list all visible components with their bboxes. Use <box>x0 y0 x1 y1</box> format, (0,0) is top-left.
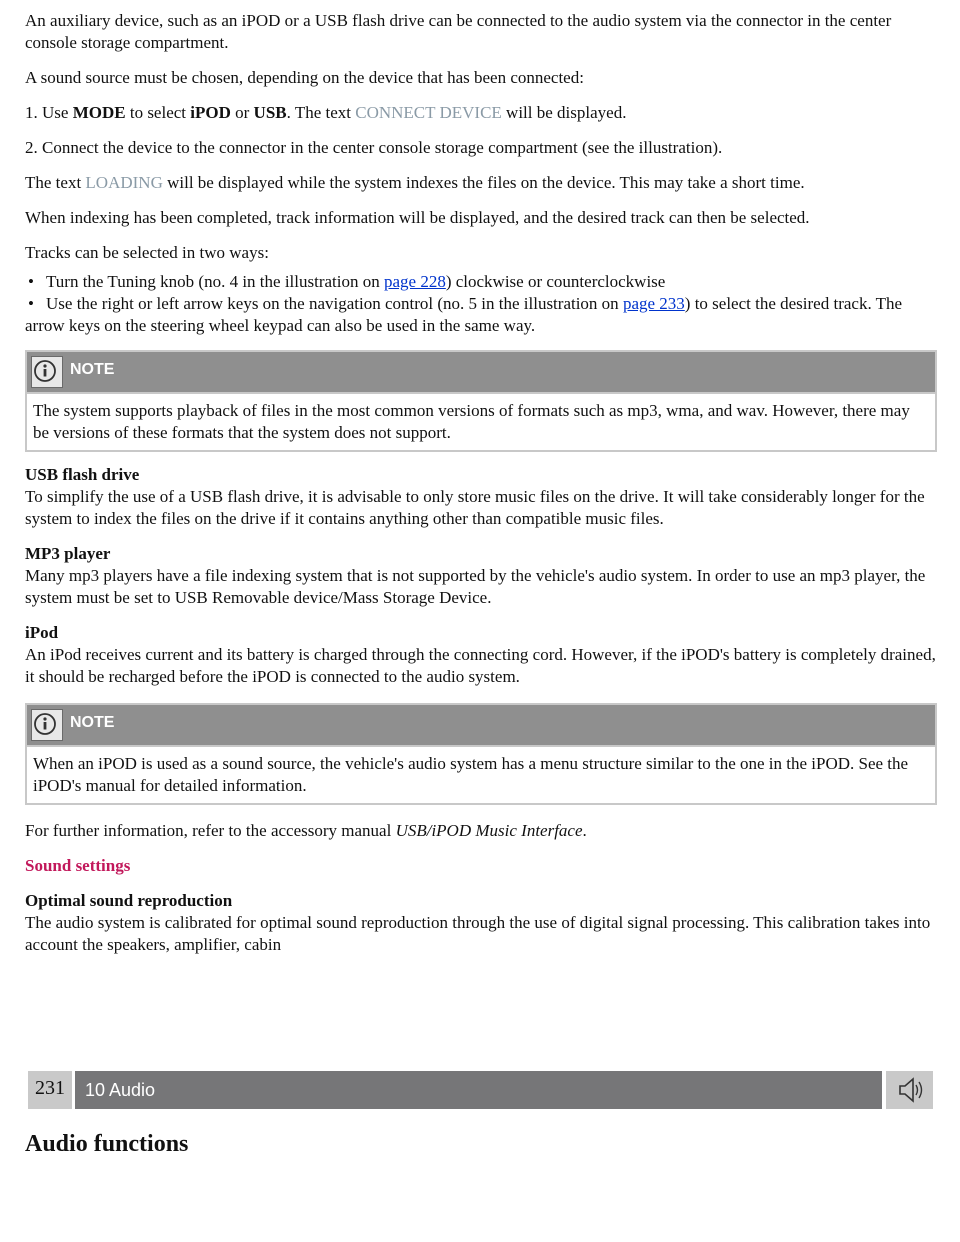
chapter-bar <box>75 1071 882 1109</box>
manual-title: USB/iPOD Music Interface <box>395 821 583 840</box>
sound-source-paragraph: A sound source must be chosen, depending on the device that has been connected: <box>25 68 584 87</box>
mp3-heading: MP3 player <box>25 544 111 563</box>
note-title: NOTE <box>70 361 115 378</box>
optimal-section: Optimal sound reproduction The audio system is calibrated for optimal sound reproduction through the use of digital signal processing. This calibration takes into account the speakers, amplifier, cabin <box>25 891 931 954</box>
indexing-done-paragraph: When indexing has been completed, track information will be displayed, and the desired track can then be selected. <box>25 208 810 227</box>
note-body: When an iPOD is used as a sound source, the vehicle's audio system has a menu structure similar to the one in the iPOD. See the iPOD's manual for detailed information. <box>33 754 909 795</box>
sound-settings-link[interactable]: Sound settings <box>25 856 131 875</box>
note-title: NOTE <box>70 714 115 731</box>
list-item: • Use the right or left arrow keys on the navigation control (no. 5 in the illustration on page 233) to select the desired track. The arrow keys on the steering wheel keypad can also be used in the same way. <box>25 293 937 337</box>
mp3-section: MP3 player Many mp3 players have a file indexing system that is not supported by the vehicle's audio system. In order to use an mp3 player, the system must be set to USB Removable device/Mass Storage Device. <box>25 544 926 607</box>
usb-heading: USB flash drive <box>25 465 140 484</box>
connect-device-display-text: CONNECT DEVICE <box>355 103 502 122</box>
tracks-intro: Tracks can be selected in two ways: <box>25 243 269 262</box>
page-228-link[interactable]: page 228 <box>383 272 446 291</box>
mode-keyword: MODE <box>72 103 126 122</box>
page-content <box>25 10 937 969</box>
sound-settings-paragraph <box>25 855 937 877</box>
info-icon <box>31 356 63 388</box>
track-selection-list <box>25 271 937 337</box>
note-box-formats <box>25 350 937 452</box>
note-header <box>27 705 935 747</box>
optimal-heading: Optimal sound reproduction <box>25 891 233 910</box>
intro-paragraph: An auxiliary device, such as an iPOD or a USB flash drive can be connected to the audio system via the connector in the center console storage compartment. <box>25 11 892 52</box>
step-2: 2. Connect the device to the connector in the center console storage compartment (see the illustration). <box>25 138 723 157</box>
page-footer <box>28 1071 933 1109</box>
note-header <box>27 352 935 394</box>
ipod-keyword: iPOD <box>190 103 231 122</box>
section-title: Audio functions <box>25 1131 189 1157</box>
note-box-ipod <box>25 703 937 805</box>
ipod-section: iPod An iPod receives current and its battery is charged through the connecting cord. However, if the iPOD's battery is completely drained, it should be recharged before the iPOD is connected to the audio system. <box>25 623 936 686</box>
loading-display-text: LOADING <box>85 173 163 192</box>
usb-keyword: USB <box>253 103 287 122</box>
note-body: The system supports playback of files in the most common versions of formats such as mp3, wma, and wav. However, there may be versions of these formats that the system does not support. <box>33 401 910 442</box>
ipod-heading: iPod <box>25 623 59 642</box>
loading-paragraph: The text LOADING will be displayed while the system indexes the files on the device. This may take a short time. <box>25 173 805 192</box>
info-icon <box>31 709 63 741</box>
page-number: 231 <box>28 1071 72 1109</box>
step-1: 1. Use MODE to select iPOD or USB. The text CONNECT DEVICE will be displayed. <box>25 103 627 122</box>
further-info-paragraph: For further information, refer to the accessory manual USB/iPOD Music Interface. <box>25 821 587 840</box>
chapter-label: 10 Audio <box>85 1080 156 1100</box>
page-233-link[interactable]: page 233 <box>622 294 685 313</box>
list-item: • Turn the Tuning knob (no. 4 in the illustration on page 228) clockwise or counterclockwise <box>25 271 937 293</box>
usb-section: USB flash drive To simplify the use of a USB flash drive, it is advisable to only store music files on the drive. It will take considerably longer for the system to index the files on the drive if it contains anything other than compatible music files. <box>25 465 925 528</box>
speaker-icon <box>886 1071 933 1109</box>
